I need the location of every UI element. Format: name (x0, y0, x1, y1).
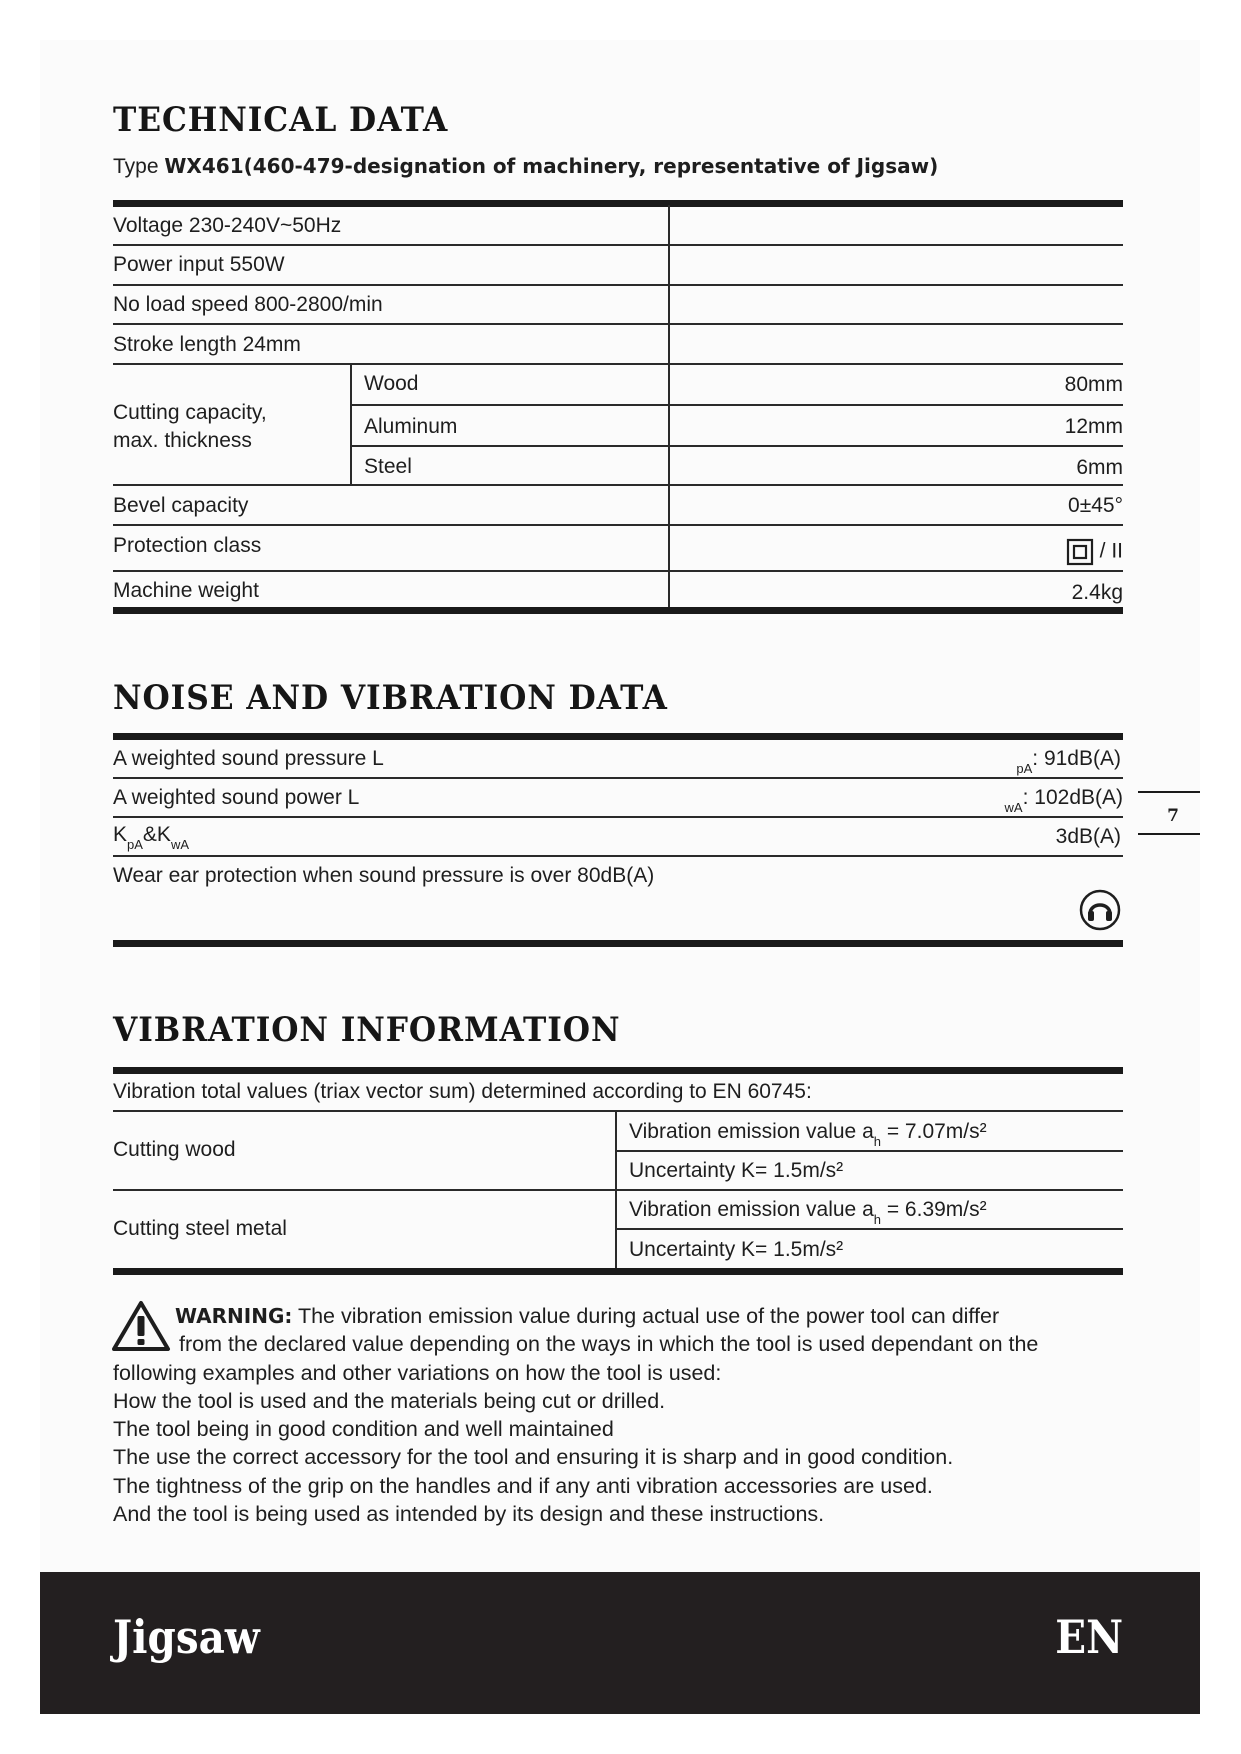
row-rule (113, 323, 1123, 325)
protection-class-text: / II (1099, 539, 1123, 563)
sound-pressure-label: A weighted sound pressure L (113, 747, 384, 770)
row-rule (113, 1110, 1123, 1112)
row-rule (113, 244, 1123, 246)
warning-line-1 (113, 1302, 1133, 1330)
power-cell: Power input 550W (113, 253, 285, 276)
warning-block (113, 1302, 1133, 1528)
steel-emission-prefix: Vibration emission value a (629, 1198, 874, 1221)
cutting-capacity-label-2: max. thickness (113, 429, 252, 452)
warning-line-3: following examples and other variations on how the tool is used: (113, 1360, 722, 1385)
footer-title: Jigsaw (113, 1610, 260, 1664)
vibration-bottom-rule (113, 1268, 1123, 1275)
row-rule (350, 404, 1123, 406)
stroke-cell: Stroke length 24mm (113, 333, 301, 356)
row-rule (113, 524, 1123, 526)
row-rule (113, 777, 1123, 779)
steel-emission (629, 1197, 987, 1225)
bevel-label: Bevel capacity (113, 494, 249, 517)
ear-protection-text: Wear ear protection when sound pressure is over 80dB(A) (113, 864, 655, 887)
noise-bottom-rule (113, 940, 1123, 947)
sound-power-value (800, 785, 1123, 813)
aluminum-label: Aluminum (364, 415, 458, 438)
weight-label: Machine weight (113, 579, 259, 602)
wood-emission-value: = 7.07m/s² (881, 1120, 987, 1143)
protection-label: Protection class (113, 534, 262, 557)
warning-item: How the tool is used and the materials being cut or drilled. (113, 1388, 666, 1413)
ear-protection-icon (1079, 889, 1121, 931)
cutting-capacity-label: Cutting capacity, (113, 401, 267, 424)
cutting-divider (350, 364, 352, 484)
speed-cell: No load speed 800-2800/min (113, 293, 383, 316)
warning-line-2: from the declared value depending on the ways in which the tool is used dependant on the (179, 1332, 1039, 1357)
steel-value: 6mm (1076, 456, 1123, 479)
row-rule (113, 1189, 1123, 1191)
noise-top-rule (113, 733, 1123, 740)
uncertainty-label (113, 822, 189, 850)
wood-value: 80mm (1064, 373, 1123, 396)
steel-emission-value: = 6.39m/s² (881, 1198, 987, 1221)
k-sub-pa: pA (127, 837, 143, 852)
warning-item: The tightness of the grip on the handles and if any anti vibration accessories are used. (113, 1473, 933, 1498)
cutting-wood-label: Cutting wood (113, 1138, 236, 1161)
wood-emission (629, 1119, 987, 1147)
row-rule (615, 1228, 1123, 1230)
row-rule (113, 363, 1123, 365)
warning-text-1: The vibration emission value during actual use of the power tool can differ (297, 1304, 1000, 1328)
vibration-divider (615, 1112, 617, 1270)
power-number: : 102dB(A) (1022, 786, 1123, 809)
steel-uncertainty: Uncertainty K= 1.5m/s² (629, 1238, 844, 1261)
row-rule (113, 484, 1123, 486)
row-rule (350, 445, 1123, 447)
row-rule (113, 816, 1123, 818)
voltage-cell: Voltage 230-240V~50Hz (113, 214, 342, 237)
type-prefix: Type (113, 155, 159, 178)
technical-data-heading: TECHNICAL DATA (113, 100, 449, 140)
footer-language: EN (1055, 1610, 1123, 1664)
uncertainty-value: 3dB(A) (1055, 825, 1121, 848)
vibration-intro: Vibration total values (triax vector sum) determined according to EN 60745: (113, 1080, 812, 1103)
k-symbol: K (113, 823, 128, 846)
type-line (113, 154, 938, 179)
aluminum-value: 12mm (1064, 415, 1123, 438)
warning-label: WARNING: (175, 1304, 293, 1328)
sound-power-label: A weighted sound power L (113, 786, 360, 809)
steel-label: Steel (364, 455, 412, 478)
steel-emission-sub: h (873, 1212, 881, 1227)
page-number: 7 (1167, 806, 1179, 826)
row-rule (113, 855, 1123, 857)
cutting-steel-label: Cutting steel metal (113, 1217, 287, 1240)
bevel-value: 0±45° (1068, 494, 1123, 517)
table-bottom-rule (113, 607, 1123, 614)
pressure-number: : 91dB(A) (1032, 747, 1121, 770)
vibration-heading: VIBRATION INFORMATION (113, 1010, 621, 1050)
sound-pressure-value (800, 746, 1121, 774)
pressure-subscript: pA (1016, 761, 1033, 776)
warning-item: The use the correct accessory for the tool and ensuring it is sharp and in good condition. (113, 1445, 954, 1470)
side-tab-line (1138, 791, 1200, 793)
k-amp: &K (142, 823, 171, 846)
double-insulation-icon (1066, 538, 1094, 566)
vibration-top-rule (113, 1067, 1123, 1074)
warning-item: And the tool is being used as intended by its design and these instructions. (113, 1502, 825, 1527)
protection-value (680, 538, 1123, 566)
k-sub-wa: wA (170, 837, 189, 852)
row-rule (615, 1150, 1123, 1152)
weight-value: 2.4kg (1071, 581, 1123, 604)
noise-heading: NOISE AND VIBRATION DATA (113, 678, 668, 718)
wood-uncertainty: Uncertainty K= 1.5m/s² (629, 1159, 844, 1182)
row-rule (113, 570, 1123, 572)
type-value: WX461(460-479-designation of machinery, representative of Jigsaw) (164, 154, 939, 178)
power-subscript: wA (1004, 800, 1023, 815)
wood-label: Wood (364, 372, 419, 395)
wood-emission-prefix: Vibration emission value a (629, 1120, 874, 1143)
tech-table-divider (668, 205, 670, 608)
table-top-rule (113, 200, 1123, 207)
wood-emission-sub: h (873, 1134, 881, 1149)
side-tab-line (1138, 833, 1200, 835)
row-rule (113, 284, 1123, 286)
warning-item: The tool being in good condition and well maintained (113, 1417, 614, 1442)
